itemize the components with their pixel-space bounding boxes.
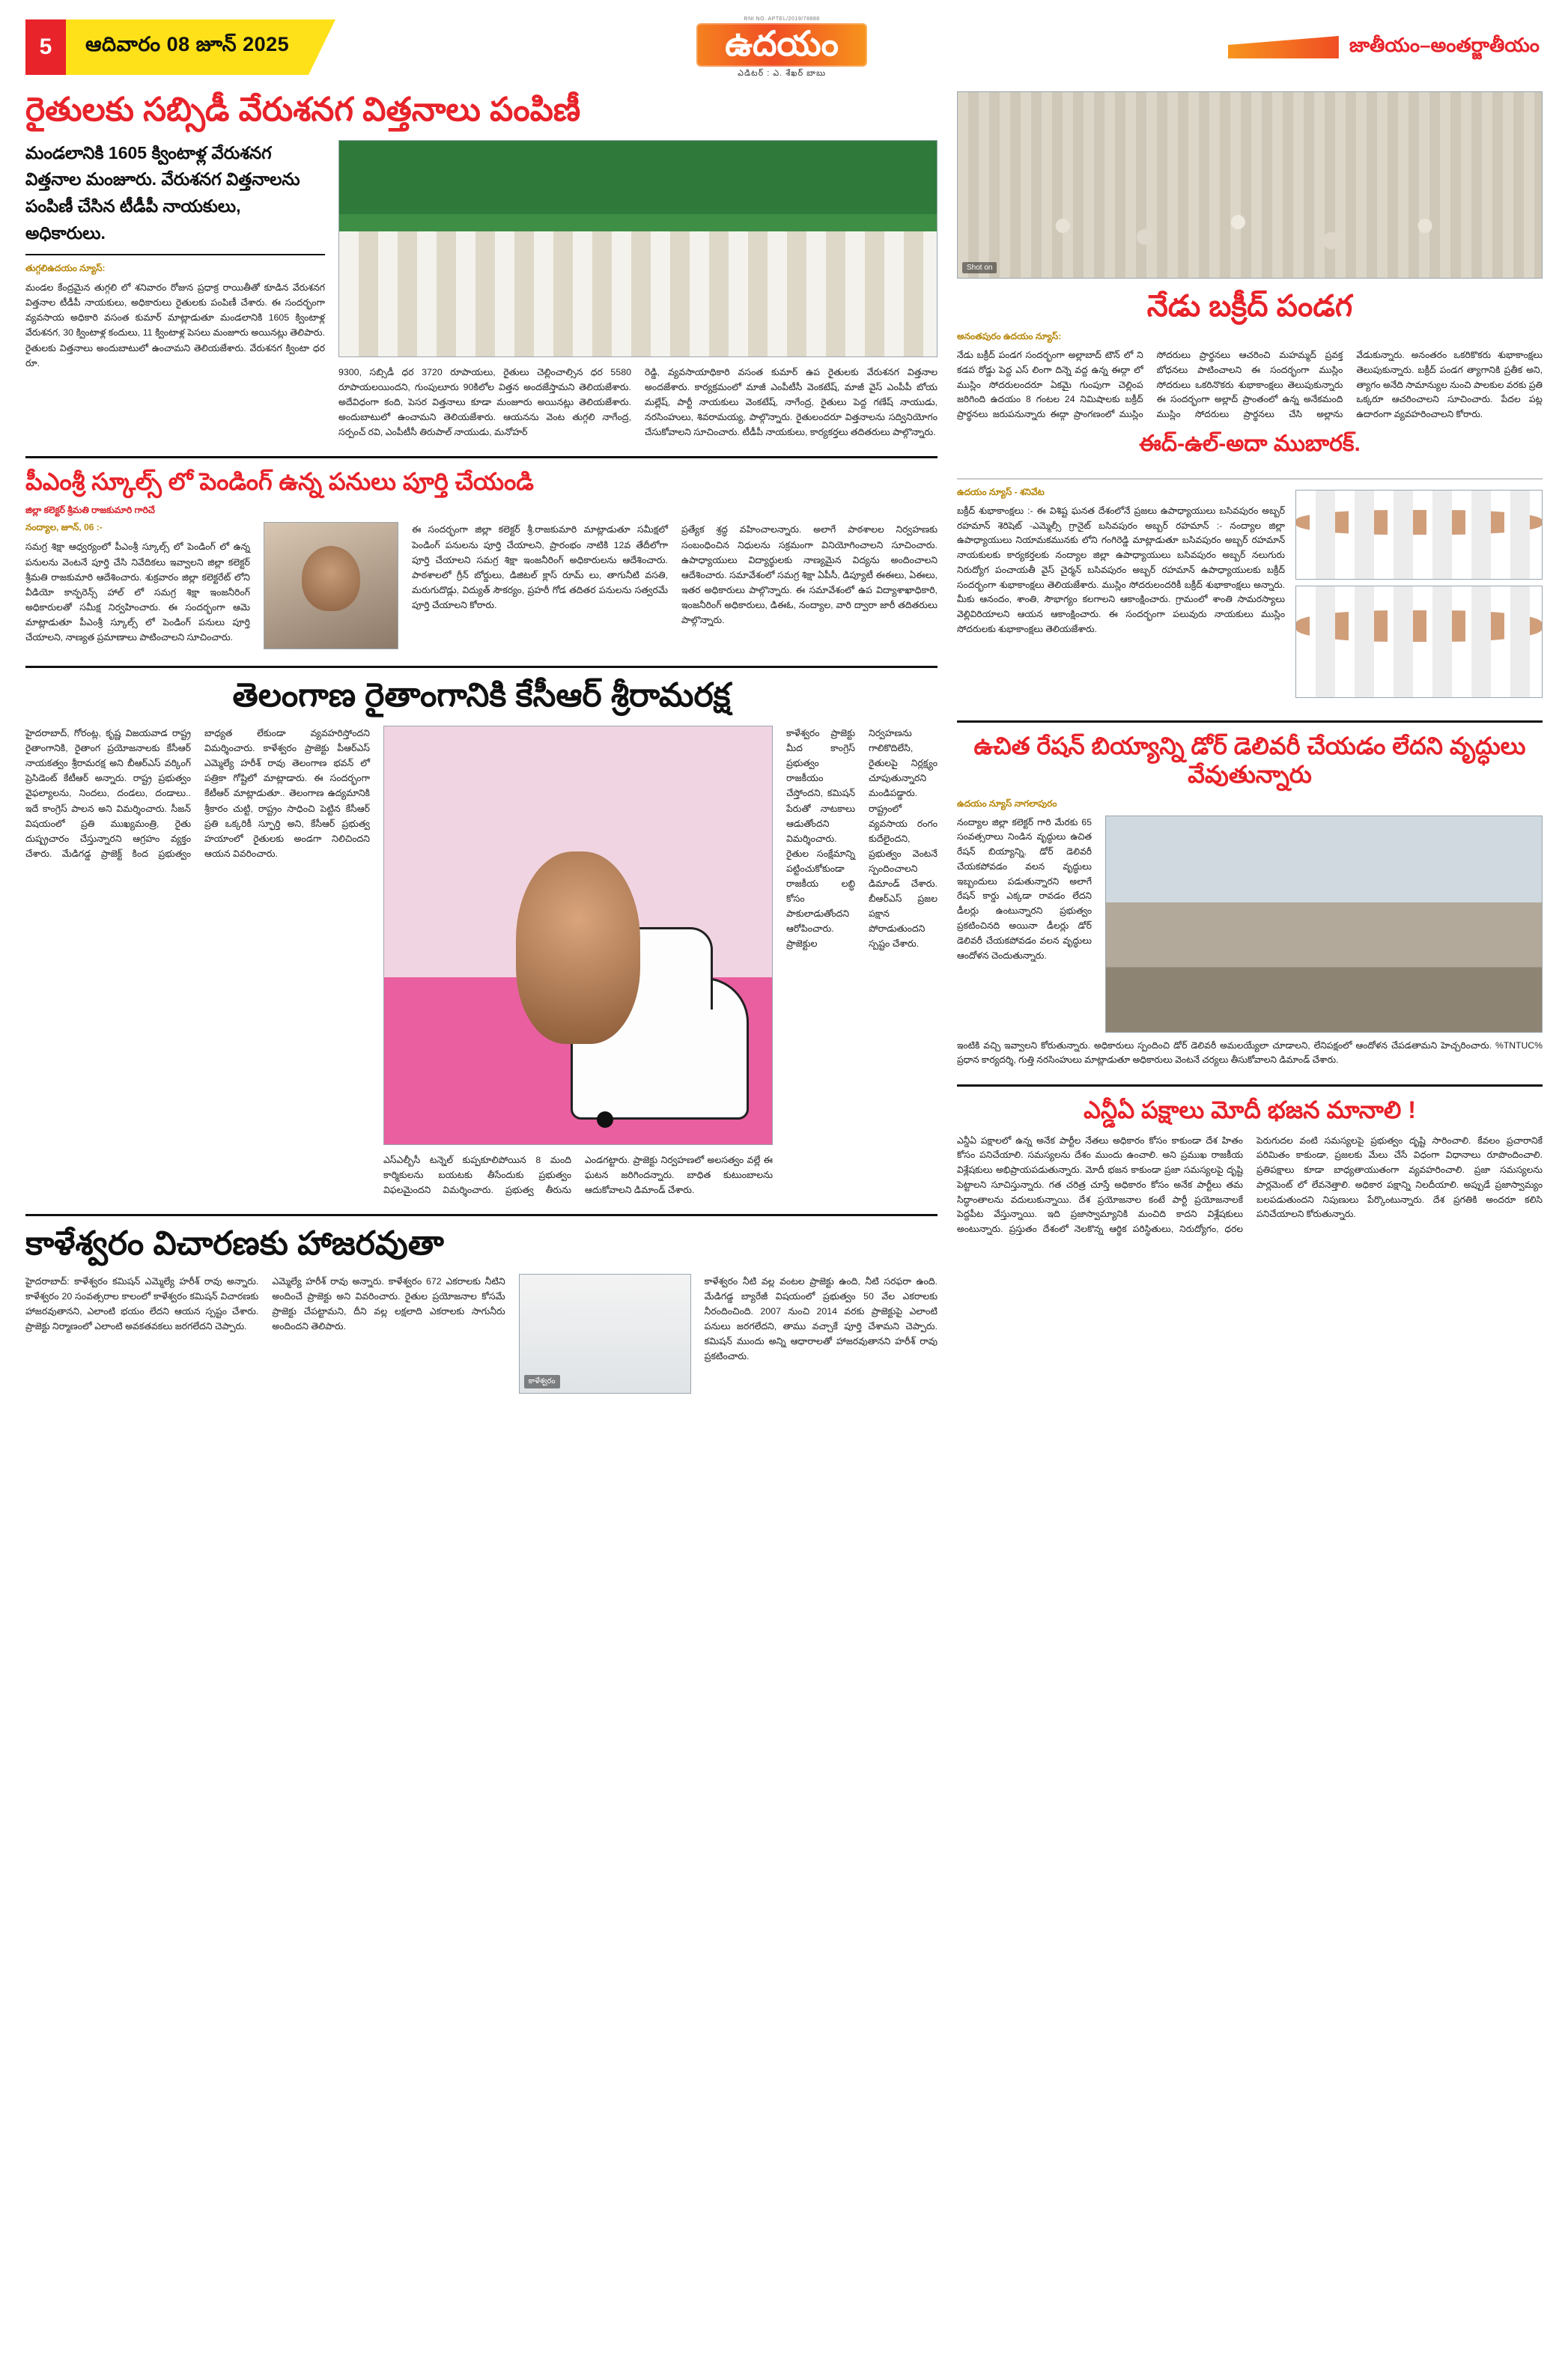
kcr-body-left	[25, 726, 370, 861]
article-ration-door-delivery	[957, 732, 1543, 1068]
photo-cluster	[1295, 490, 1543, 698]
article-nda-modi	[957, 1096, 1543, 1237]
article-kaleshwaram-inquiry	[25, 1225, 938, 1394]
lead-byline: తుగ్గలిఉదయం న్యూస్:	[25, 263, 106, 274]
photo-eid-prayers	[957, 91, 1543, 279]
bakrid-greetings-byline: ఉదయం న్యూస్ - శనివేట	[957, 486, 1045, 497]
divider	[957, 720, 1543, 723]
ration-byline: ఉదయం న్యూస్ నాగలాపురం	[957, 798, 1057, 809]
pmshri-body-col2: ఈ సందర్భంగా జిల్లా కలెక్టర్ శ్రీ.రాజకుమారి మాట్లాడుతూ సమీక్షలో పెండింగ్ పనులను పూర్తి చేయాలని, ప్రారంభం నాటికి 12వ తేదీలోగా పూర్తి చేయాలని సమగ్ర శిక్షా ఇంజనీరింగ్ అధికారులను ఆదేశించారు. పాఠశాలలో గ్రీన్ బోర్డులు, డిజిటల్ క్లాస్ రూమ్ లు, తాగునీటి వసతి, మరుగుదొడ్లు, విద్యుత్ సౌకర్యం, ప్రహరీ గోడ తదితర పనులను సత్వరమే పూర్తి చేయాలని కోరారు.	[412, 524, 668, 610]
kaleshwaram-body-col3: కాళేశ్వరం నీటి వల్ల వంటల ప్రాజెక్టు ఉంది, నీటి సరఫరా ఉంది. మేడిగడ్డ బ్యారేజీ విషయంలో ప్రభుత్వం 50 వేల ఎకరాలకు నీరందించింది. 2007 నుంచి 2014 వరకు ప్రాజెక్టుపై ఎలాంటి పనులు జరగలేదని, తాము వచ్చాకే పూర్తి చేశామని చెప్పారు. కమిషన్ ముందు అన్ని ఆధారాలతో హాజరవుతానని హరీశ్ రావు ప్రకటించారు.	[704, 1275, 938, 1362]
lead-body-col1: మండల కేంద్రమైన తుగ్గలి లో శనివారం రోజున ప్రధాక్ర రాయితీతో కూడిన వేరుశనగ విత్తనాల టీడీపీ నాయకులు, అధికారులు రైతులకు పంపిణీ చేశారు. ఈ సందర్భంగా వ్యవసాయ అధికారి వసంత కుమార్ మాట్లాడుతూ మండలానికి 1605 క్వింటాళ్ల వేరుశనగ, 30 క్వింటాళ్ల కందులు, 11 క్వింటాళ్ల పెసలు మంజూరు అయినట్లు తెలిపారు. రైతులకు విత్తనాలు అందుబాటులో ఉంచామని తెలియజేశారు. వేరుశనగ క్వింటా ధర రూ.	[25, 282, 325, 368]
lead-standfirst: మండలానికి 1605 క్వింటాళ్ల వేరుశనగ విత్తనాల మంజూరు. వేరుశనగ విత్తనాలను పంపిణీ చేసిన టీడీపీ నాయకులు, అధికారులు.	[25, 140, 325, 256]
divider	[957, 1084, 1543, 1087]
kaleshwaram-body-col1: హైదరాబాద్: కాళేశ్వరం కమిషన్ ఎమ్మెల్యే హరీశ్ రావు అన్నారు. కాళేశ్వరం 20 సంవత్సరాల కాలంలో కాళేశ్వరం కమిషన్ విచారణకు హాజరవుతానని, ఎలాంటి భయం లేదని ఆయన స్పష్టం చేశారు. ప్రాజెక్టు నిర్మాణంలో ఎలాంటి అవకతవకలు జరగలేదని చెప్పారు.	[25, 1275, 259, 1332]
section-ribbon	[1228, 36, 1339, 58]
divider	[25, 666, 938, 668]
pmshri-headline: పీఎంశ్రీ స్కూల్స్ లో పెండింగ్ ఉన్న పనులు పూర్తి చేయండి	[25, 468, 534, 496]
masthead	[25, 16, 1543, 78]
article-subsidy-seeds	[25, 91, 938, 440]
kcr-col-5: ప్రాజెక్టుల నిర్వహణను గాలికొదిలేసి, రైతులపై నిర్లక్ష్యం చూపుతున్నారని మండిపడ్డారు. రాష్ట్రంలో వ్యవసాయ రంగం కుదేలైందని, ప్రభుత్వం వెంటనే స్పందించాలని డిమాండ్ చేశారు. బీఆర్ఎస్ ప్రజల పక్షాన పోరాడుతుందని స్పష్టం చేశారు.	[786, 728, 938, 950]
editor-line: ఎడిటర్ : ఎ. శేఖర్ బాబు	[738, 69, 827, 78]
divider	[25, 1214, 938, 1216]
car-graphic	[571, 977, 749, 1120]
photo-collector-portrait	[264, 522, 398, 649]
pmshri-body-col3: ప్రత్యేక శ్రద్ధ వహించాలన్నారు. అలాగే పాఠశాలల నిర్వహణకు సంబంధించిన నిధులను సక్రమంగా వినియోగించాలని సూచించారు. ఉపాధ్యాయులు విద్యార్థులకు నాణ్యమైన విద్యను అందించాలని ఆదేశించారు. సమావేశంలో సమగ్ర శిక్షా ఏపీసీ, డిప్యూటీ ఈఈలు, ఏఈలు, ఇతర అధికారులు పాల్గొన్నారు. ఈ సమావేశంలో ఉప విద్యాశాఖాధికారి, ఇంజనీరింగ్ అధికారులు, డిఈఓ, నంద్యాల, వారి ద్వారా జారీ తదితరులు పాల్గొన్నారు.	[681, 524, 938, 626]
eid-greeting: ఈద్-ఉల్-అదా ముబారక్.	[1139, 431, 1361, 456]
kcr-headline: తెలంగాణ రైతాంగానికి కేసీఆర్ శ్రీరామరక్ష	[232, 677, 731, 714]
nda-col-3: ప్రస్తుతం దేశంలో నెలకొన్న ఆర్థిక పరిస్థితులు, నిరుద్యోగం, ధరల పెరుగుదల వంటి సమస్యలపై ప్రభుత్వం దృష్టి సారించాలి. కేవలం ప్రచారానికే పరిమితం కాకుండా, ప్రజలకు మేలు చేసే విధంగా విధానాలు రూపొందించాలి.	[1009, 1135, 1543, 1235]
ration-body-col2: ఇంటికి వచ్చి ఇవ్వాలని కోరుతున్నారు. అధికారులు స్పందించి డోర్ డెలివరీ అమలయ్యేలా చూడాలని, లేనిపక్షంలో ఆందోళన చేపడతామని హెచ్చరించారు. %TNTUC% ప్రధాన కార్యదర్శి, గుత్తి నరసింహులు మాట్లాడుతూ అధికారులు వెంటనే చర్యలు తీసుకోవాలని డిమాండ్ చేశారు.	[957, 1039, 1543, 1066]
bakrid-greetings-body: బక్రీద్ శుభాకాంక్షలు :- ఈ విశిష్ట ఘనత దేశంలోనే ప్రజలు ఉపాధ్యాయులు బసివపురం అబ్బర్ రహమాన్ శెరిషెట్ -ఎమ్మెల్సీ గ్రానైట్ బసివపురం అబ్బర్ రహమాన్ :- నంద్యాల జిల్లా ఉపాధ్యాయులు నియామకమునకు లోని గంగిరెడ్డి మాట్లాడుతూ బసివపురం అబ్బర్ రహమాన్ నాయకులకు కార్యకర్తలకు నంద్యాల జిల్లా ఉపాధ్యాయులు బసివపురం అబ్బర్ నలుగురు నిరుద్యోగ పంచాయతీ వైస్ చైర్మన్ బసివపురం అబ్బర్ రహమాన్ ఉపాధ్యాయులకు బక్రీద్ సందర్భంగా శుభాకాంక్షలు తెలియజేశారు. ముస్లిం సోదరులందరికీ బక్రీద్ శుభాకాంక్షలు అన్నారు. మీకు ఆనందం, శాంతి, సౌభాగ్యం కలగాలని ఆకాంక్షించారు. గ్రామంలో శాంతి సామరస్యాలు వెల్లివిరియాలని ఆయన ఆకాంక్షించారు. ఈ సందర్భంగా పలువురు నాయకులు ముస్లిం సోదరులకు శుభాకాంక్షలు తెలియజేశారు.	[957, 505, 1285, 634]
ration-headline: ఉచిత రేషన్ బియ్యాన్ని డోర్ డెలివరీ చేయడం లేదని వృద్ధులు వేవుతున్నారు	[973, 732, 1526, 789]
nda-col-1: ఎన్డీఏ పక్షాలలో ఉన్న అనేక పార్టీల నేతలు అధికారం కోసం కాకుండా దేశ హితం కోసం పనిచేయాలి. సమస్యలను దేశం ముందు ఉంచాలి. అని ప్రముఖ రాజకీయ విశ్లేషకులు అభిప్రాయపడుతున్నారు. మోదీ భజన కాకుండా ప్రజా సమస్యలపై దృష్టి పెట్టాలని సూచిస్తున్నారు.	[957, 1135, 1243, 1190]
nda-col-4: ప్రతిపక్షాలు కూడా బాధ్యతాయుతంగా వ్యవహరించాలి. ప్రజా సమస్యలను పార్లమెంట్ లో లేవనెత్తాలి. అధికార పక్షాన్ని నిలదీయాలి. అప్పుడే ప్రజాస్వామ్యం బలపడుతుందని నిపుణులు పేర్కొంటున్నారు. దేశ ప్రగతికి అందరూ కలిసి పనిచేయాలని కోరుతున్నారు.	[1256, 1165, 1543, 1220]
photo-harish-rao	[519, 1274, 691, 1394]
page-number: 5	[25, 19, 66, 75]
kcr-col-4: కాళేశ్వరం ప్రాజెక్టు మీద కాంగ్రెస్ ప్రభుత్వం రాజకీయం చేస్తోందని, కమిషన్ పేరుతో నాటకాలు ఆడుతోందని విమర్శించారు. రైతుల సంక్షేమాన్ని పట్టించుకోకుండా రాజకీయ లబ్ధి కోసం పాకులాడుతోందని ఆరోపించారు.	[786, 728, 855, 935]
ration-body-col1: నంద్యాల జిల్లా కలెక్టర్ గారి మేరకు 65 సంవత్సరాలు నిండిన వృద్ధులు ఉచిత రేషన్ బియ్యాన్ని, డోర్ డెలివరీ చేయకపోవడం వలన వృద్ధులు ఇబ్బందులు పడుతున్నారని అలాగే రేషన్ కార్డు ఎక్కడా రావడం లేదని డీలర్లు ఉంటున్నారని ప్రభుత్వం ప్రకటించినది అయినా డీలర్లు డోర్ డెలివరీ చేయకపోవడం వలన వృద్ధులు ఆందోళన చెందుతున్నారు.	[957, 816, 1092, 961]
bakrid-byline: అనంతపురం ఉదయం న్యూస్:	[957, 331, 1062, 341]
kcr-col-1: హైదరాబాద్, గోరంట్ల, కృష్ణ విజయవాడ రాష్ట్ర రైతాంగానికి, రైతాంగ ప్రయోజనాలకు కేసీఆర్ నాయకత్వం శ్రీరామరక్ష అని బీఆర్ఎస్ వర్కింగ్ ప్రెసిడెంట్ కేటీఆర్ అన్నారు. రాష్ట్ర ప్రభుత్వం వైఫల్యాలను, నిందలు, దండలు, దండాలు.. ఇదే కాంగ్రెస్ పాలన అని విమర్శించారు. సీజన్ విషయంలో ప్రతి ముఖ్యమంత్రి, రైతు దుష్ప్రచారం చేస్తున్నారని ఆగ్రహం వ్యక్తం చేశారు. మేడిగడ్డ ప్రాజెక్ట్ కింద ప్రభుత్వం బాధ్యత లేకుండా వ్యవహరిస్తోందని విమర్శించారు.	[25, 728, 370, 859]
lead-body-col2: 9300, సబ్సిడీ ధర 3720 రూపాయలు, రైతులు చెల్లించాల్సిన ధర 5580 రూపాయలయిందని, గుంపులూరు 90కిలోల విత్తన అందజేస్తామని తెలియజేశారు. అదేవిధంగా కంది, పెసర విత్తనాలు కూడా మంజూరు అయినట్లు తెలియజేశారు. అందుబాటులో ఉంచామని తెలియజేశారు. ఆయనను వెంట తుగ్గలి నాగేంద్ర, సర్పంచ్ రవి, ఎంపీటీసీ తిరుపాల్ నాయుడు, మనోహర్	[338, 366, 631, 437]
photo-caption: Shot on	[962, 262, 997, 273]
nda-body	[957, 1134, 1543, 1237]
nda-headline: ఎన్డీఏ పక్షాలు మోదీ భజన మానాలి !	[1084, 1096, 1416, 1124]
article-pmshri-schools	[25, 467, 938, 649]
right-column	[957, 91, 1543, 1410]
photo-seed-distribution	[338, 140, 938, 357]
page-title: రైతులకు సబ్సిడీ వేరుశనగ విత్తనాలు పంపిణీ	[25, 91, 581, 128]
article-bakrid-festival	[957, 91, 1543, 462]
section-label: జాతీయం–అంతర్జాతీయం	[1349, 33, 1540, 56]
lead-body-col3: రెడ్డి, వ్యవసాయాధికారి వసంత కుమార్ ఉప రైతులకు వేరుశనగ విత్తనాల అందజేశారు. కార్యక్రమంలో మాజీ ఎంపీటీసీ వెంకటేష్, మాజీ వైస్ ఎంపీపీ బోయ మల్లేష్, పార్టీ నాయకులు వెంకటేష్, నాగేంద్ర, రైతులు పెద్ద గణేష్ నాయుడు, నరసింహులు, శివరామయ్య, పాల్గొన్నారు. రైతులందరూ విత్తనాలను సద్వినియోగం చేసుకోవాలని సూచించారు. టీడీపీ నాయకులు, కార్యకర్తలు తదితరులు పాల్గొన్నారు.	[645, 366, 938, 437]
article-bakrid-greetings	[957, 487, 1543, 704]
issue-date: ఆదివారం 08 జూన్ 2025	[66, 19, 309, 75]
nda-col-2: గత చరిత్ర చూస్తే అధికారం కోసం అనేక పార్టీలు తమ సిద్ధాంతాలను వదులుకున్నాయి. దేశ ప్రయోజనాల కంటే పార్టీ ప్రయోజనాలకే పెద్దపీట వేస్తున్నాయి. ఇది ప్రజాస్వామ్యానికి మంచిది కాదని విశ్లేషకులు అంటున్నారు.	[957, 1179, 1244, 1235]
bakrid-headline: నేడు బక్రీద్ పండగ	[1146, 290, 1353, 323]
kcr-col-2: కాళేశ్వరం ప్రాజెక్టు పీఆర్ఎస్ ఎమ్మెల్యే హరీశ్ రావు తెలంగాణ భవన్ లో పత్రికా గోష్టిలో మాట్లాడారు. ఈ సందర్భంగా కేటీఆర్ మాట్లాడుతూ.. తెలంగాణ ఉద్యమానికి శ్రీకారం చుట్టి, రాష్ట్రం సాధించి పెట్టిన కేసీఆర్ ప్రతి ఒక్కరికీ స్ఫూర్తి అని, కేసీఆర్ ప్రభుత్వ హయాంలో రైతులకు అండగా నిలిచిందని ఆయన వివరించారు.	[204, 743, 370, 859]
pmshri-body-col1: సమగ్ర శిక్షా ఆధ్వర్యంలో పీఎంశ్రీ స్కూల్స్ లో పెండింగ్ లో ఉన్న పనులను వెంటనే పూర్తి చేసి నివేదికలు ఇవ్వాలని జిల్లా కలెక్టర్ శ్రీమతి రాజకుమారి ఆదేశించారు. శుక్రవారం జిల్లా కలెక్టరేట్ లోని వీడియో కాన్ఫరెన్స్ హాల్ లో సమగ్ర శిక్షా ఇంజనీరింగ్ అధికారులతో సమీక్ష నిర్వహించారు. ఈ సందర్భంగా ఆమె మాట్లాడుతూ పీఎంశ్రీ స్కూల్స్ లో పెండింగ్ పనులు పూర్తి చేయాలని, నాణ్యత ప్రమాణాలు పాటించాలని సూచించారు.	[25, 541, 250, 643]
kcr-body-under-photo	[383, 1153, 773, 1197]
masthead-center	[335, 16, 1228, 78]
kaleshwaram-headline: కాళేశ్వరం విచారణకు హాజరవుతా	[25, 1225, 444, 1263]
photo-leaders-bottom	[1295, 586, 1543, 698]
pmshri-kicker: జిల్లా కలెక్టర్ శ్రీమతి రాజకుమారి గారిచే	[25, 505, 155, 516]
photo-elderly-man	[1105, 816, 1543, 1033]
date-bar-taper	[309, 19, 335, 75]
kaleshwaram-body-col2: ఎమ్మెల్యే హరీశ్ రావు అన్నారు. కాళేశ్వరం 672 ఎకరాలకు నీటిని అందించే ప్రాజెక్టు అని వివరించారు. రైతుల ప్రయోజనాల కోసమే ప్రాజెక్టు చేపట్టామని, దీని వల్ల లక్షలాది ఎకరాలకు సాగునీరు అందిందని తెలిపారు.	[272, 1275, 505, 1332]
rni-micro-text: RNI NO. APTEL/2019/78888	[744, 16, 820, 22]
bakrid-body: నేడు బక్రీద్ పండగ సందర్భంగా అల్లాబాద్ టౌన్ లో ని కడప రోడ్డు పెద్ద ఎస్ లింగా దిన్నె వద్ద ఉన్న ఈద్గా లో ముస్లిం సోదరులందరూ ఏకమై గుంపుగా చెల్లింప జరిగింది ఉదయం 8 గంటల 24 నిమిషాలకు బక్రీద్ ప్రార్థనలు జరుపనున్నారు ఈద్గా ప్రాంగణంలో ముస్లిం సోదరులు ప్రార్థనలు ఆచరించి మహమ్మద్ ప్రవక్త బోధనలు పాటించాలని ఈ సందర్భంగా ముస్లిం సోదరులు ఒకరినొకరు శుభాకాంక్షలు తెలుపుకున్నారు ఈ సందర్భంగా అల్లాద్ ప్రాంతంలో ఉన్న అనేకమంది ముస్లిం సోదరులు ప్రార్థనలు చేసి అల్లాను వేడుకున్నారు. అనంతరం ఒకరికొకరు శుభాకాంక్షలు తెలుపుకున్నారు. బక్రీద్ పండగ త్యాగానికి ప్రతీక అని, త్యాగం అనేది సామాన్యుల నుంచి పాలకుల వరకు ప్రతి ఒక్కరూ ఆచరించాలని సూచించారు. పేదల పట్ల ఉదారంగా వ్యవహరించాలని కోరారు.	[957, 350, 1543, 420]
publication-logo: ఉదయం	[696, 23, 867, 67]
left-column	[25, 91, 938, 1410]
section-label-wrap	[1228, 19, 1543, 75]
photo-leaders-top	[1295, 490, 1543, 580]
kcr-col-3: ఎస్ఎల్బీసీ టన్నెల్ కుప్పకూలిపోయిన 8 మంది కార్మికులను బయటకు తీసేందుకు ప్రభుత్వం విఫలమైందని విమర్శించారు. ప్రభుత్వ తీరును ఎండగట్టారు. ప్రాజెక్టు నిర్వహణలో అలసత్వం వల్లే ఈ ఘటన జరిగిందన్నారు. బాధిత కుటుంబాలను ఆదుకోవాలని డిమాండ్ చేశారు.	[383, 1155, 773, 1196]
article-kcr-farmers	[25, 677, 938, 1197]
photo-ktr-speech	[383, 726, 773, 1145]
pmshri-dateline: నంద్యాల, జూన్, 06 :-	[25, 522, 103, 533]
kcr-body-right	[786, 726, 938, 951]
photo-caption: కాళేశ్వరం	[524, 1375, 560, 1388]
divider	[25, 456, 938, 458]
